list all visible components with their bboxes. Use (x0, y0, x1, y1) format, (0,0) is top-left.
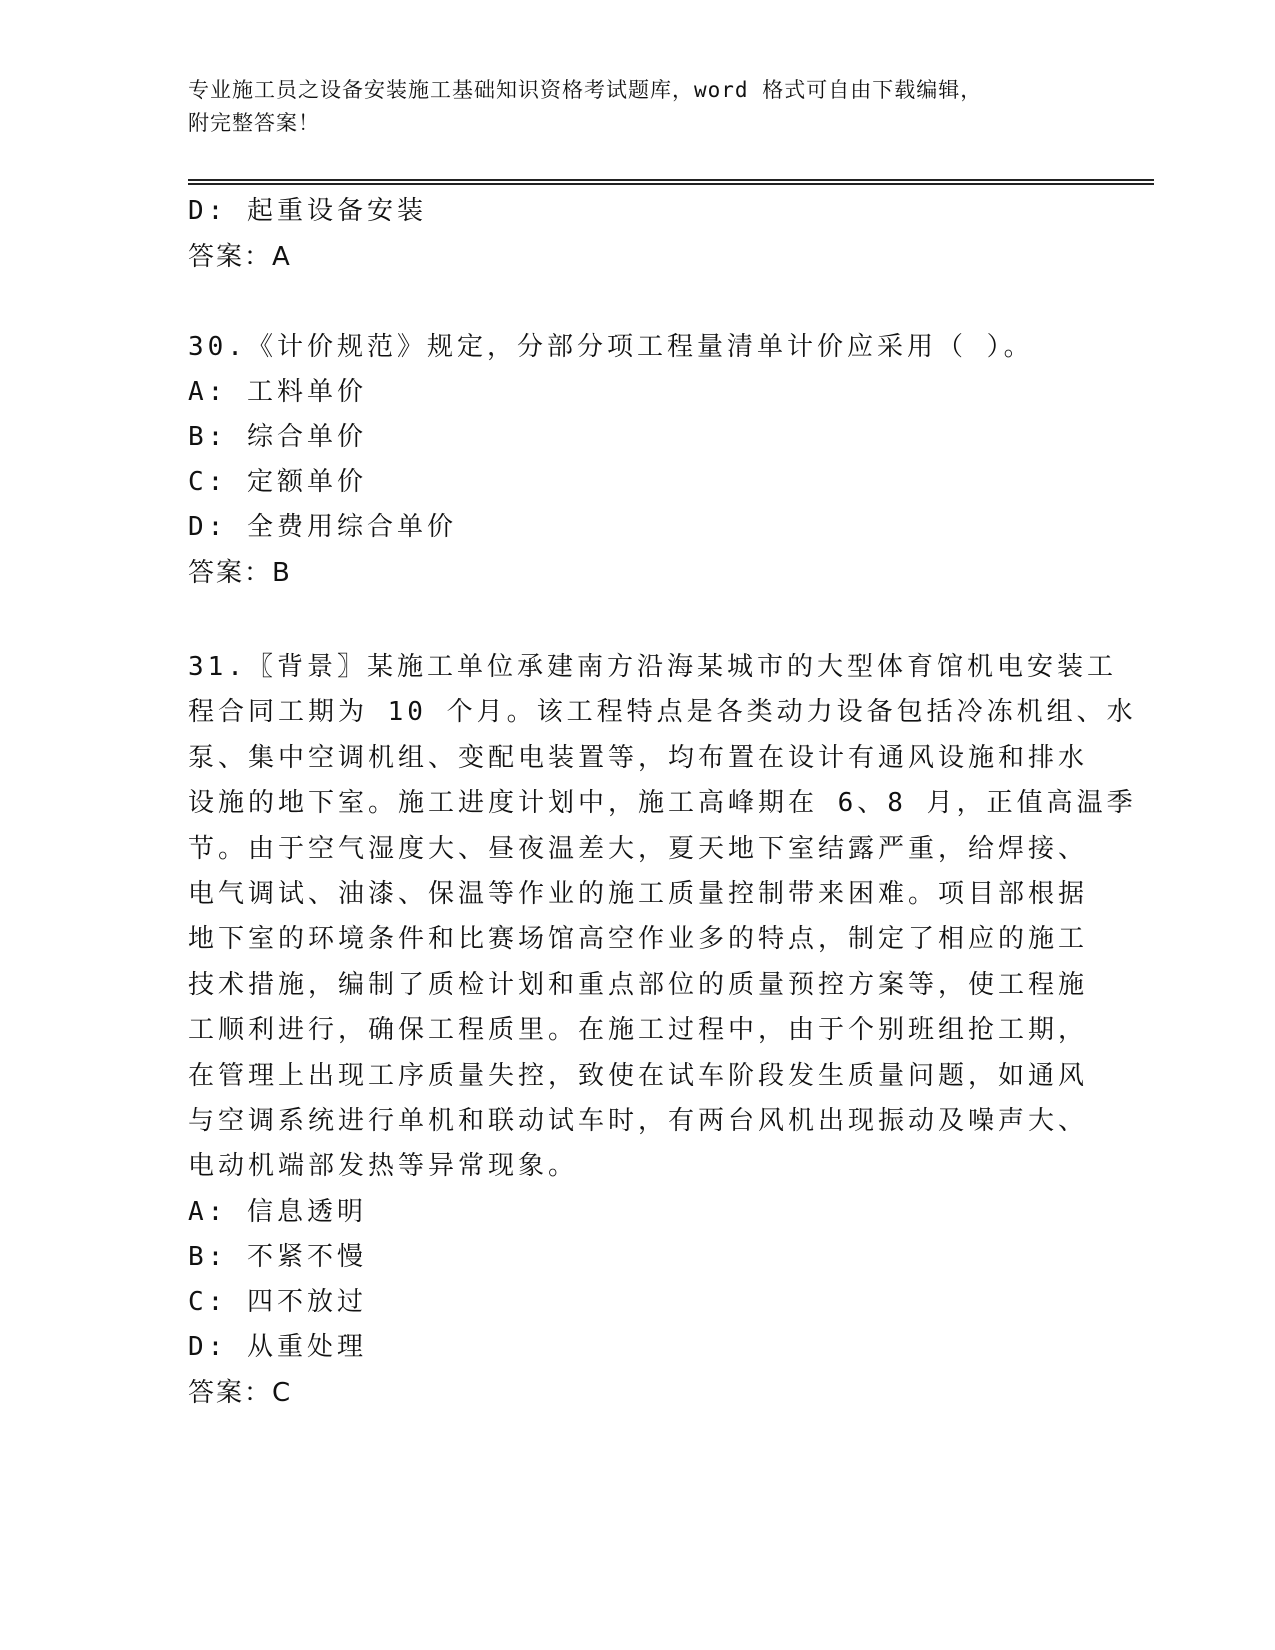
answer-line: 答案：A (188, 242, 292, 272)
option-b: B: 综合单价 (188, 422, 367, 452)
option-b: B: 不紧不慢 (188, 1241, 367, 1272)
question-stem-line: 电动机端部发热等异常现象。 (188, 1151, 579, 1182)
question-30 (188, 325, 1088, 596)
question-stem-line: 工顺利进行，确保工程质里。在施工过程中，由于个别班组抢工期， (188, 1015, 1089, 1046)
question-29-tail (188, 189, 1088, 280)
option-a: A: 工料单价 (188, 377, 367, 407)
question-stem-line: 电气调试、油漆、保温等作业的施工质量控制带来困难。项目部根据 (188, 878, 1089, 909)
question-stem-line: 31.〖背景〗某施工单位承建南方沿海某城市的大型体育馆机电安装工 (188, 652, 1117, 682)
question-stem-line: 程合同工期为 10 个月。该工程特点是各类动力设备包括冷冻机组、水 (188, 697, 1137, 728)
document-header (188, 74, 1088, 140)
question-stem-line: 技术措施，编制了质检计划和重点部位的质量预控方案等，使工程施 (188, 969, 1089, 1000)
option-d: D: 从重处理 (188, 1331, 367, 1362)
question-31 (188, 645, 1137, 1416)
question-stem-line: 地下室的环境条件和比赛场馆高空作业多的特点，制定了相应的施工 (188, 924, 1089, 955)
question-stem-line: 设施的地下室。施工进度计划中，施工高峰期在 6、8 月，正值高温季 (188, 788, 1137, 819)
header-line-2: 附完整答案！ (188, 111, 320, 135)
header-divider-top (188, 179, 1154, 181)
question-stem-line: 与空调系统进行单机和联动试车时，有两台风机出现振动及噪声大、 (188, 1105, 1089, 1136)
option-a: A: 信息透明 (188, 1196, 367, 1227)
question-stem-line: 泵、集中空调机组、变配电装置等，均布置在设计有通风设施和排水 (188, 742, 1089, 773)
option-c: C: 定额单价 (188, 467, 367, 497)
answer-line: 答案：C (188, 1377, 293, 1408)
header-divider-bottom (188, 183, 1154, 185)
header-line-1: 专业施工员之设备安装施工基础知识资格考试题库，word 格式可自由下载编辑， (188, 78, 983, 102)
question-stem: 30.《计价规范》规定，分部分项工程量清单计价应采用（ ）。 (188, 332, 1034, 362)
option-d: D: 起重设备安装 (188, 196, 427, 226)
option-c: C: 四不放过 (188, 1286, 367, 1317)
question-stem-line: 节。由于空气湿度大、昼夜温差大，夏天地下室结露严重，给焊接、 (188, 833, 1089, 864)
answer-line: 答案：B (188, 558, 292, 588)
question-stem-line: 在管理上出现工序质量失控，致使在试车阶段发生质量问题，如通风 (188, 1060, 1089, 1091)
option-d: D: 全费用综合单价 (188, 512, 457, 542)
